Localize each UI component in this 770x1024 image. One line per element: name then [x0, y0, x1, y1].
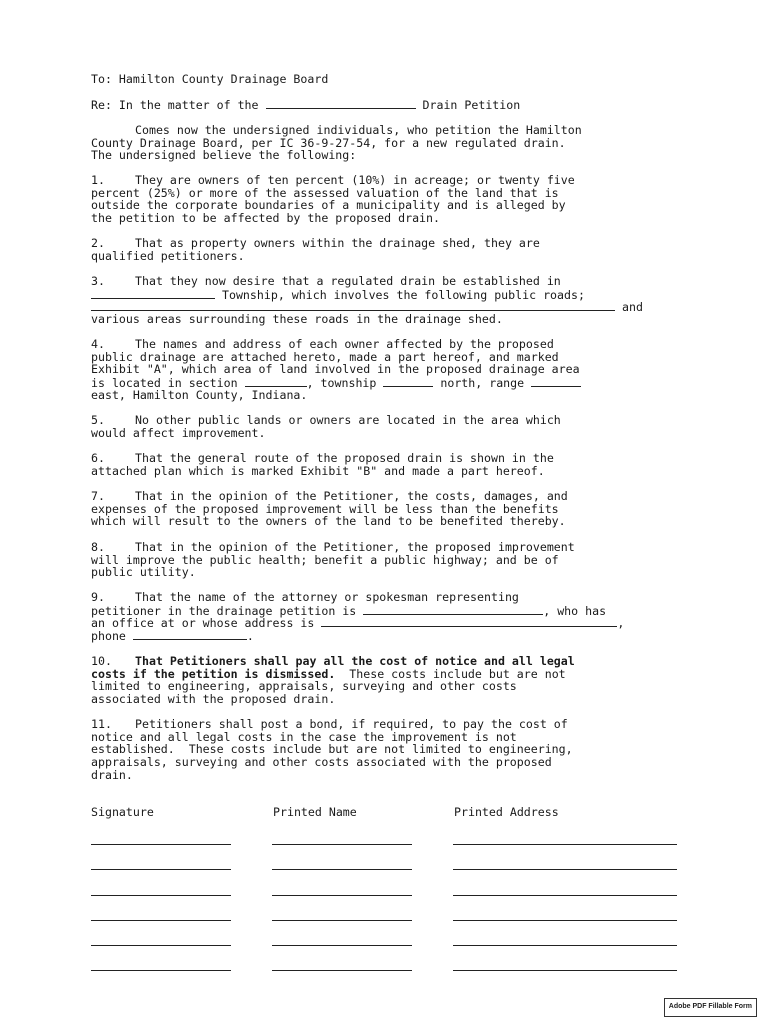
item-11-line-4: appraisals, surveying and other costs associated with the proposed — [91, 755, 552, 770]
range-field[interactable] — [531, 376, 581, 387]
item-10-line-1: 10. That Petitioners shall pay all the cost of notice and all legal — [91, 654, 575, 668]
intro-line-3: The undersigned believe the following: — [91, 148, 357, 163]
item-11-line-2: notice and all legal costs in the case the improvement is not — [91, 729, 517, 744]
item-11-line-5: drain. — [91, 767, 133, 782]
signature-field[interactable] — [91, 970, 231, 971]
item-number: 5. — [91, 413, 105, 427]
item-8-line-1: 8. That in the opinion of the Petitioner, the proposed improvement — [91, 540, 575, 554]
item-7-line-1: 7. That in the opinion of the Petitioner, the costs, damages, and — [91, 489, 568, 503]
item-4-line-3: Exhibit "A", which area of land involved in the proposed drainage area — [91, 362, 580, 377]
printed-name-field[interactable] — [272, 945, 412, 946]
item-3-line-2: Township, which involves the following public roads; — [91, 288, 585, 302]
item-10-line-4: associated with the proposed drain. — [91, 692, 336, 707]
attorney-address-field[interactable] — [321, 616, 617, 627]
printed-address-field[interactable] — [453, 920, 677, 921]
item-4-line-1: 4. The names and address of each owner affected by the proposed — [91, 337, 554, 351]
item-number: 11. — [91, 717, 112, 731]
item-5-line-1: 5. No other public lands or owners are located in the area which — [91, 413, 561, 427]
item-10-line-3: limited to engineering, appraisals, surveying and other costs — [91, 679, 517, 694]
item-4-line-5: east, Hamilton County, Indiana. — [91, 387, 308, 402]
item-11-line-1: 11. Petitioners shall post a bond, if required, to pay the cost of — [91, 717, 568, 731]
printed-address-field[interactable] — [453, 945, 677, 946]
item-number: 7. — [91, 489, 105, 503]
item-number: 2. — [91, 236, 105, 250]
item-4-line-4: is located in section , township north, range — [91, 376, 581, 390]
item-number: 6. — [91, 451, 105, 465]
printed-name-field[interactable] — [272, 970, 412, 971]
item-2-line-1: 2. That as property owners within the drainage shed, they are — [91, 236, 540, 250]
item-4-line-2: public drainage are attached hereto, made a part hereof, and marked — [91, 349, 559, 364]
township-number-field[interactable] — [383, 376, 433, 387]
signature-field[interactable] — [91, 869, 231, 870]
adobe-fillable-form-badge: Adobe PDF Fillable Form — [664, 998, 757, 1017]
section-field[interactable] — [245, 376, 307, 387]
item-9-line-4: phone . — [91, 629, 254, 644]
item-9-line-3: an office at or whose address is , — [91, 616, 625, 631]
item-number: 1. — [91, 173, 105, 187]
printed-address-field[interactable] — [453, 844, 677, 845]
item-1-line-4: the petition to be affected by the proposed drain. — [91, 211, 441, 226]
printed-address-field[interactable] — [453, 970, 677, 971]
re-prefix: Re: In the matter of the — [91, 98, 259, 112]
item-3-line-3: and — [91, 300, 643, 314]
item-9-line-2: petitioner in the drainage petition is , who has — [91, 603, 607, 618]
printed-name-field[interactable] — [272, 895, 412, 896]
item-number: 4. — [91, 337, 105, 351]
public-roads-field[interactable] — [91, 300, 615, 311]
item-3-line-4: various areas surrounding these roads in the drainage shed. — [91, 312, 503, 327]
item-number: 9. — [91, 590, 105, 604]
item-11-line-3: established. These costs include but are not limited to engineering, — [91, 742, 573, 757]
item-2-line-2: qualified petitioners. — [91, 248, 245, 263]
township-name-field[interactable] — [91, 288, 215, 299]
item-1-line-3: outside the corporate boundaries of a municipality and is alleged by — [91, 198, 566, 213]
signature-field[interactable] — [91, 920, 231, 921]
addressee-line: To: Hamilton County Drainage Board — [91, 72, 329, 86]
item-8-line-2: will improve the public health; benefit a public highway; and be of — [91, 552, 559, 567]
printed-name-column-header: Printed Name — [273, 805, 357, 819]
item-7-line-3: which will result to the owners of the land to be benefited thereby. — [91, 514, 566, 529]
item-1-line-2: percent (25%) or more of the assessed valuation of the land that is — [91, 185, 559, 200]
intro-line-2: County Drainage Board, per IC 36-9-27-54, for a new regulated drain. — [91, 135, 566, 150]
item-8-line-3: public utility. — [91, 565, 196, 580]
printed-name-field[interactable] — [272, 844, 412, 845]
item-1-line-1: 1. They are owners of ten percent (10%) in acreage; or twenty five — [91, 173, 575, 187]
item-5-line-2: would affect improvement. — [91, 425, 266, 440]
item-number: 10. — [91, 654, 112, 668]
attorney-name-field[interactable] — [363, 604, 543, 615]
printed-address-field[interactable] — [453, 869, 677, 870]
signature-field[interactable] — [91, 895, 231, 896]
re-suffix: Drain Petition — [422, 98, 521, 112]
item-9-line-1: 9. That the name of the attorney or spokesman representing — [91, 590, 519, 604]
printed-name-field[interactable] — [272, 869, 412, 870]
printed-name-field[interactable] — [272, 920, 412, 921]
printed-address-column-header: Printed Address — [454, 805, 559, 819]
item-10-line-2: costs if the petition is dismissed. These costs include but are not — [91, 666, 566, 681]
phone-field[interactable] — [133, 629, 247, 640]
item-6-line-1: 6. That the general route of the proposed drain is shown in the — [91, 451, 554, 465]
item-number: 8. — [91, 540, 105, 554]
signature-column-header: Signature — [91, 805, 154, 819]
printed-address-field[interactable] — [453, 895, 677, 896]
item-number: 3. — [91, 274, 105, 288]
drain-name-field[interactable] — [266, 98, 416, 109]
intro-line-1: Comes now the undersigned individuals, who petition the Hamilton — [135, 123, 582, 137]
item-6-line-2: attached plan which is marked Exhibit "B" and made a part hereof. — [91, 463, 545, 478]
item-7-line-2: expenses of the proposed improvement will be less than the benefits — [91, 501, 559, 516]
item-3-line-1: 3. That they now desire that a regulated drain be established in — [91, 274, 561, 288]
signature-field[interactable] — [91, 844, 231, 845]
signature-field[interactable] — [91, 945, 231, 946]
re-line — [91, 98, 520, 112]
